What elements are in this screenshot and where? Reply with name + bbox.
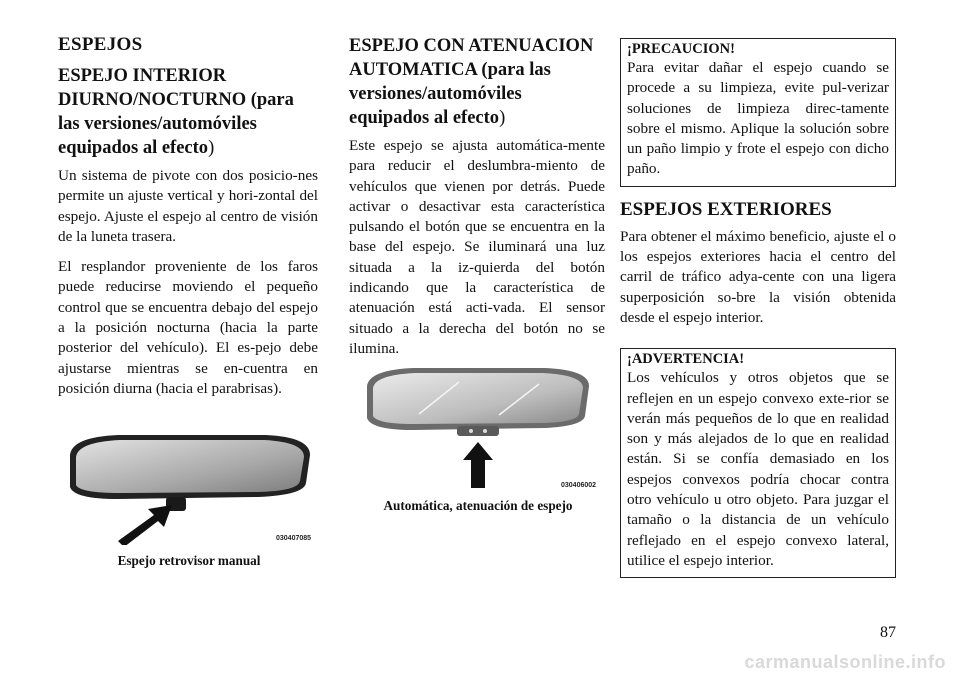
caption-manual-mirror: Espejo retrovisor manual	[117, 553, 261, 568]
warning-box	[620, 348, 896, 578]
caution-box	[620, 38, 896, 187]
warning-title: ¡ADVERTENCIA!	[627, 351, 745, 368]
paragraph-glare: El resplandor proveniente de los faros puede reducirse moviendo el pequeño control que se encuentra debajo del espejo a la posición nocturna (hacia la parte posterior del vehículo). El es-pejo debe ajustarse mientras se en-cuentra en posición diurna (hacia el parabrisas).	[58, 258, 318, 397]
subsection-title-auto-dimming	[349, 34, 605, 130]
figure-code-auto: 030406002	[561, 482, 597, 489]
subsection-title-text: ESPEJO CON ATENUACION AUTOMATICA (para las versiones/automóviles equipados al efecto	[349, 36, 594, 128]
caution-title: ¡PRECAUCION!	[627, 41, 735, 57]
warning-text: Los vehículos y otros objetos que se reflejen en un espejo convexo exte-rior se verán más pequeños de lo que en realidad son y más alejados de lo que en realidad están. Si se confía demasiado en los espejos convexos podría chocar contra otro vehículo u otro objeto. Para juzgar el tamaño o la distancia de un vehículo reflejado en el espejo convexo lateral, utilice el espejo interior.	[627, 369, 889, 569]
subsection-title-text: ESPEJO INTERIOR DIURNO/NOCTURNO (para las versiones/automóviles equipados al efecto	[58, 66, 294, 158]
column-right	[620, 30, 896, 578]
auto-dimming-mirror-illustration	[349, 360, 607, 490]
figure-code-manual: 030407085	[276, 535, 312, 542]
figure-auto-dimming-mirror	[349, 360, 607, 520]
column-left	[58, 30, 318, 409]
caution-text: Para evitar dañar el espejo cuando se procede a su limpieza, evite pul-verizar soluciones de limpieza direc-tamente sobre el mismo. Aplique la solución sobre un paño limpio y frote el espejo con dicho paño.	[627, 59, 889, 178]
section-title-exterior-mirrors: ESPEJOS EXTERIORES	[620, 198, 832, 220]
subsection-title-interior-mirror	[58, 64, 318, 160]
subsection-title-close: )	[499, 108, 506, 128]
figure-manual-mirror	[58, 425, 320, 575]
paragraph-pivot: Un sistema de pivote con dos posicio-nes permite un ajuste vertical y hori-zontal del espejo. Ajuste el espejo al centro de visión de la luneta trasera.	[58, 167, 318, 245]
watermark: carmanualsonline.info	[744, 652, 946, 672]
subsection-title-close: )	[208, 138, 215, 158]
caption-auto-dimming-mirror: Automática, atenuación de espejo	[383, 498, 573, 513]
manual-mirror-illustration	[58, 425, 320, 545]
section-title-espejos: ESPEJOS	[58, 34, 143, 55]
page-number: 87	[880, 624, 896, 641]
paragraph-auto-dimming: Este espejo se ajusta automática-mente para reducir el deslumbra-miento de vehículos que vienen por detrás. Puede activar o desactivar esta característica pulsando el botón que se encuentra en la base del espejo. Se iluminará una luz situada a la iz-quierda del botón indicando que la característica de atenuación está acti-vada. El sensor situado a la derecha del botón no se ilumina.	[349, 137, 605, 357]
paragraph-exterior-mirrors: Para obtener el máximo beneficio, ajuste el o los espejos exteriores hacia el centro del carril de tráfico adya-cente con una ligera superposición so-bre la visión obtenida desde el espejo interior.	[620, 227, 896, 326]
column-middle	[349, 30, 605, 369]
